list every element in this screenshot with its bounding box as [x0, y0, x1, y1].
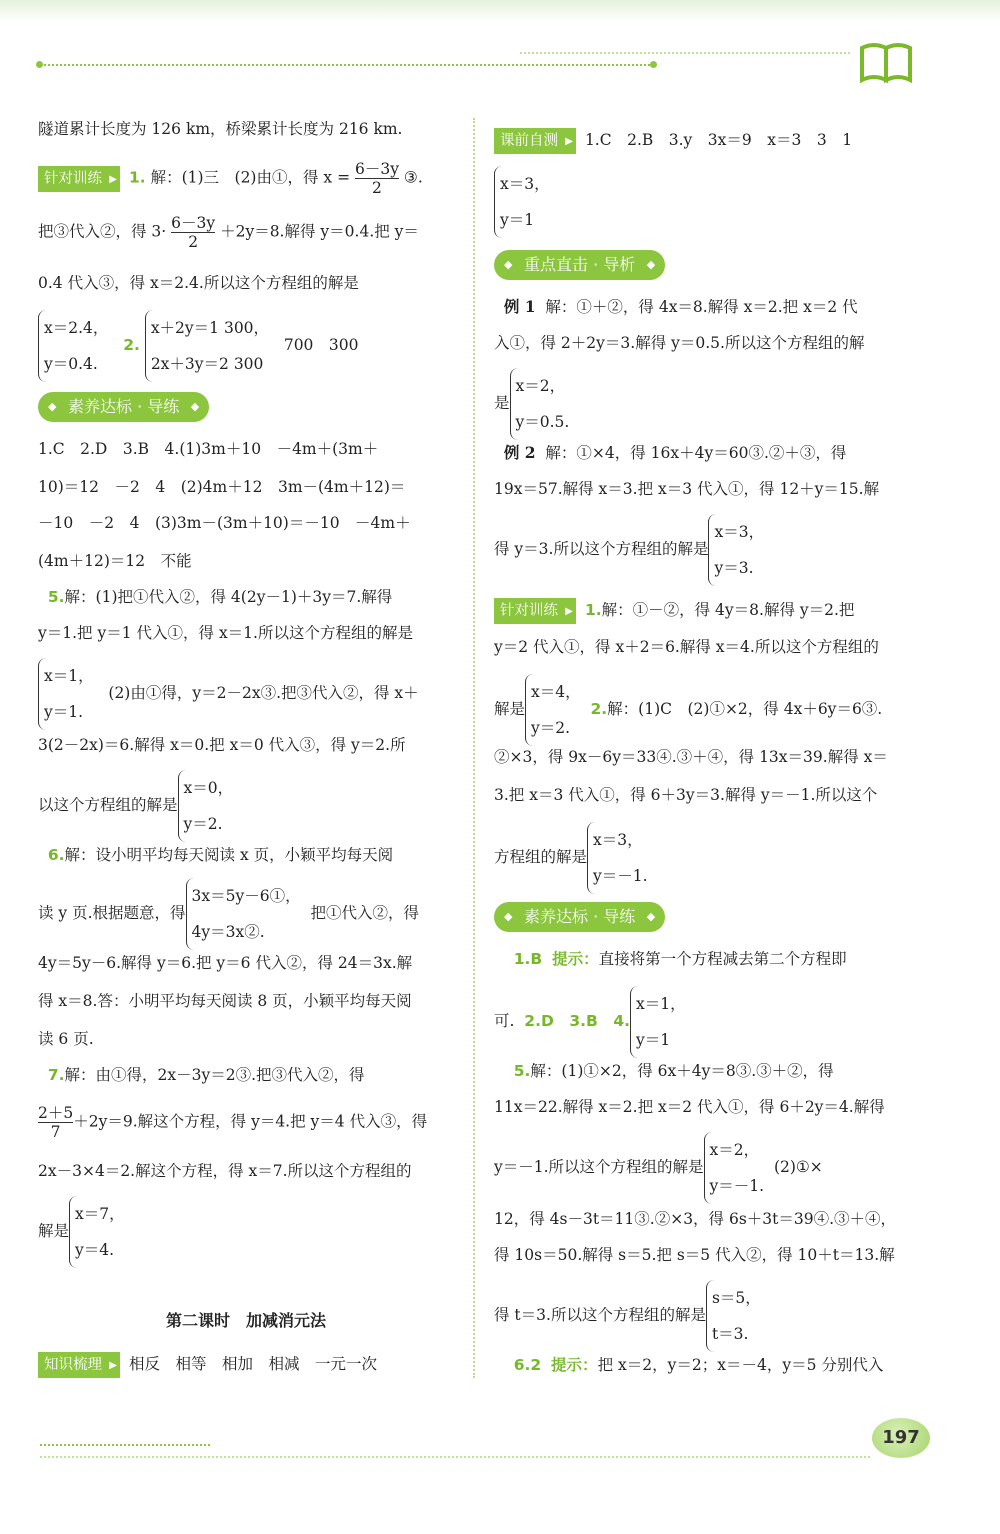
- text-line: x＝2.4， y＝0.4. 2. x＋2y＝1 300， 2x＋3y＝2 300 700 300: [38, 310, 359, 382]
- text-line: 5.解：(1)把①代入②，得 4(2y－1)＋3y＝7.解得: [47, 588, 393, 606]
- text-line: 得 y＝3.所以这个方程组的解是 x＝3， y＝3.: [494, 514, 764, 586]
- page-number: 197: [872, 1418, 930, 1458]
- fraction: $\frac{6-3y}{2}$: [171, 214, 216, 251]
- equation-system: x＝2， y＝0.5.: [510, 368, 570, 440]
- text-line: 6.解：设小明平均每天阅读 x 页，小颖平均每天阅: [47, 846, 394, 864]
- text-line: 5.解：(1)①×2，得 6x＋4y＝8③.③＋②，得: [513, 1062, 834, 1080]
- text-line: 得 t＝3.所以这个方程组的解是 s＝5， t＝3.: [494, 1280, 761, 1352]
- equation-system: x＝1， y＝1.: [38, 658, 94, 730]
- text-line: 以这个方程组的解是 x＝0， y＝2.: [38, 770, 233, 842]
- text-line: 读 6 页.: [38, 1030, 94, 1048]
- section-pill: ◆ 素养达标 · 导练 ◆: [38, 392, 209, 422]
- equation-system: x＝2.4， y＝0.4.: [38, 310, 108, 382]
- text-line: 6.2 提示：把 x＝2，y＝2；x＝－4，y＝5 分别代入: [513, 1356, 884, 1374]
- fraction: $\frac{6-3y}{2}$: [355, 160, 399, 197]
- equation-system: x＝3， y＝3.: [708, 514, 764, 586]
- text-line: [494, 166, 550, 238]
- equation-system: s＝5， t＝3.: [706, 1280, 761, 1352]
- text-line: y＝1.把 y＝1 代入①，得 x＝1.所以这个方程组的解是: [38, 624, 413, 642]
- text-line: 把③代入②，得 3· $\frac{6-3y}{2}$ ＋2y＝8.解得 y＝0.4.把 y＝: [38, 214, 419, 251]
- section-tag: 知识梳理 ▶: [38, 1352, 120, 1378]
- text-line: 针对训练 ▶ 1.解：①－②，得 4y＝8.解得 y＝2.把: [494, 598, 854, 624]
- section-tag: 针对训练 ▶: [38, 166, 120, 192]
- text-span: ③.: [403, 168, 423, 187]
- footer-dotted-line-2: [40, 1456, 870, 1458]
- text-line: 解是 x＝4， y＝2. 2.解：(1)C (2)①×2，得 4x＋6y＝6③.: [494, 674, 882, 746]
- equation-system: x＝7， y＝4.: [69, 1196, 125, 1268]
- text-line: 3(2－2x)＝6.解得 x＝0.把 x＝0 代入③，得 y＝2.所: [38, 736, 406, 754]
- column-divider: [473, 118, 475, 1378]
- equation-system: x＝4， y＝2.: [525, 674, 581, 746]
- text-line: 0.4 代入③，得 x＝2.4.所以这个方程组的解是: [38, 274, 359, 292]
- header-dotted-line-2: [520, 52, 850, 54]
- text-line: 7.解：由①得，2x－3y＝2③.把③代入②，得: [47, 1066, 365, 1084]
- text-line: －10 －2 4 (3)3m－(3m＋10)＝－10 －4m＋: [38, 514, 411, 532]
- equation-system: x＝3， y＝1: [494, 166, 550, 238]
- header-dot: [36, 61, 43, 68]
- header-dot: [650, 61, 657, 68]
- text-line: 11x＝22.解得 x＝2.把 x＝2 代入①，得 6＋2y＝4.解得: [494, 1098, 885, 1116]
- text-span: 解：(1)三 (2)由①，得 x =: [150, 168, 351, 187]
- text-line: 1.C 2.D 3.B 4.(1)3m＋10 －4m＋(3m＋: [38, 440, 379, 458]
- text-line: 课前自测 ▶ 1.C 2.B 3.y 3x＝9 x＝3 3 1: [494, 128, 852, 154]
- text-line: 隧道累计长度为 126 km，桥梁累计长度为 216 km.: [38, 120, 403, 138]
- text-line: 读 y 页.根据题意，得 3x＝5y－6①， 4y＝3x②. 把①代入②，得: [38, 878, 419, 950]
- equation-system: x＝3， y＝－1.: [587, 822, 648, 894]
- equation-system: 3x＝5y－6①， 4y＝3x②.: [186, 878, 301, 950]
- equation-system: x＋2y＝1 300， 2x＋3y＝2 300: [145, 310, 269, 382]
- text-line: y＝－1.所以这个方程组的解是 x＝2， y＝－1. (2)①×: [494, 1132, 823, 1204]
- book-icon: [858, 40, 914, 84]
- text-line: 解是 x＝7， y＝4.: [38, 1196, 125, 1268]
- text-line: 2x－3×4＝2.解这个方程，得 x＝7.所以这个方程组的: [38, 1162, 412, 1180]
- text-line: 10)＝12 －2 4 (2)4m＋12 3m－(4m＋12)＝: [38, 478, 406, 496]
- section-tag: 课前自测 ▶: [494, 128, 576, 154]
- text-line: 4y＝5y－6.解得 y＝6.把 y＝6 代入②，得 24＝3x.解: [38, 954, 413, 972]
- top-band: [0, 0, 1000, 22]
- item-number: 2.: [123, 336, 140, 354]
- equation-system: x＝0， y＝2.: [178, 770, 234, 842]
- text-line: $\frac{2+5}{7}$ ＋2y＝9.解这个方程，得 y＝4.把 y＝4 代入③，得: [38, 1104, 428, 1141]
- text-line: 得 10s＝50.解得 s＝5.把 s＝5 代入②，得 10＋t＝13.解: [494, 1246, 895, 1264]
- section-tag: 针对训练 ▶: [494, 598, 576, 624]
- section-pill: ◆ 素养达标 · 导练 ◆: [494, 902, 665, 932]
- header-dotted-line: [40, 64, 650, 66]
- text-line: 得 x＝8.答：小明平均每天阅读 8 页，小颖平均每天阅: [38, 992, 412, 1010]
- equation-system: x＝1， y＝1: [630, 986, 686, 1058]
- text-line: 1.B 提示：直接将第一个方程减去第二个方程即: [513, 950, 847, 968]
- text-line: 可. 2.D 3.B 4. x＝1， y＝1: [494, 986, 686, 1058]
- text-line: 例 1 解：①＋②，得 4x＝8.解得 x＝2.把 x＝2 代: [503, 297, 858, 316]
- text-line: 例 2 解：①×4，得 16x＋4y＝60③.②＋③，得: [503, 443, 847, 462]
- text-line: (4m＋12)＝12 不能: [38, 552, 192, 570]
- text-line: 是 x＝2， y＝0.5.: [494, 368, 569, 440]
- text-line: 12，得 4s－3t＝11③.②×3，得 6s＋3t＝39④.③＋④，: [494, 1210, 897, 1228]
- footer-dotted-line: [40, 1444, 210, 1446]
- lesson-heading: 第二课时 加减消元法: [165, 1311, 326, 1330]
- text-line: x＝1， y＝1. (2)由①得，y＝2－2x③.把③代入②，得 x＋: [38, 658, 419, 730]
- section-pill: ◆ 重点直击 · 导析 ◆: [494, 250, 665, 280]
- text-line: y＝2 代入①，得 x＋2＝6.解得 x＝4.所以这个方程组的: [494, 638, 879, 656]
- exercise-line: [38, 160, 423, 197]
- equation-system: x＝2， y＝－1.: [704, 1132, 765, 1204]
- text-line: 知识梳理 ▶ 相反 相等 相加 相减 一元一次: [38, 1352, 377, 1378]
- item-number: 1.: [128, 168, 146, 187]
- text-line: 方程组的解是 x＝3， y＝－1.: [494, 822, 648, 894]
- text-line: 3.把 x＝3 代入①，得 6＋3y＝3.解得 y＝－1.所以这个: [494, 786, 878, 804]
- text-line: 19x＝57.解得 x＝3.把 x＝3 代入①，得 12＋y＝15.解: [494, 480, 880, 498]
- text-line: ②×3，得 9x－6y＝33④.③＋④，得 13x＝39.解得 x＝: [494, 748, 888, 766]
- fraction: $\frac{2+5}{7}$: [38, 1104, 74, 1141]
- text-line: 入①，得 2＋2y＝3.解得 y＝0.5.所以这个方程组的解: [494, 334, 865, 352]
